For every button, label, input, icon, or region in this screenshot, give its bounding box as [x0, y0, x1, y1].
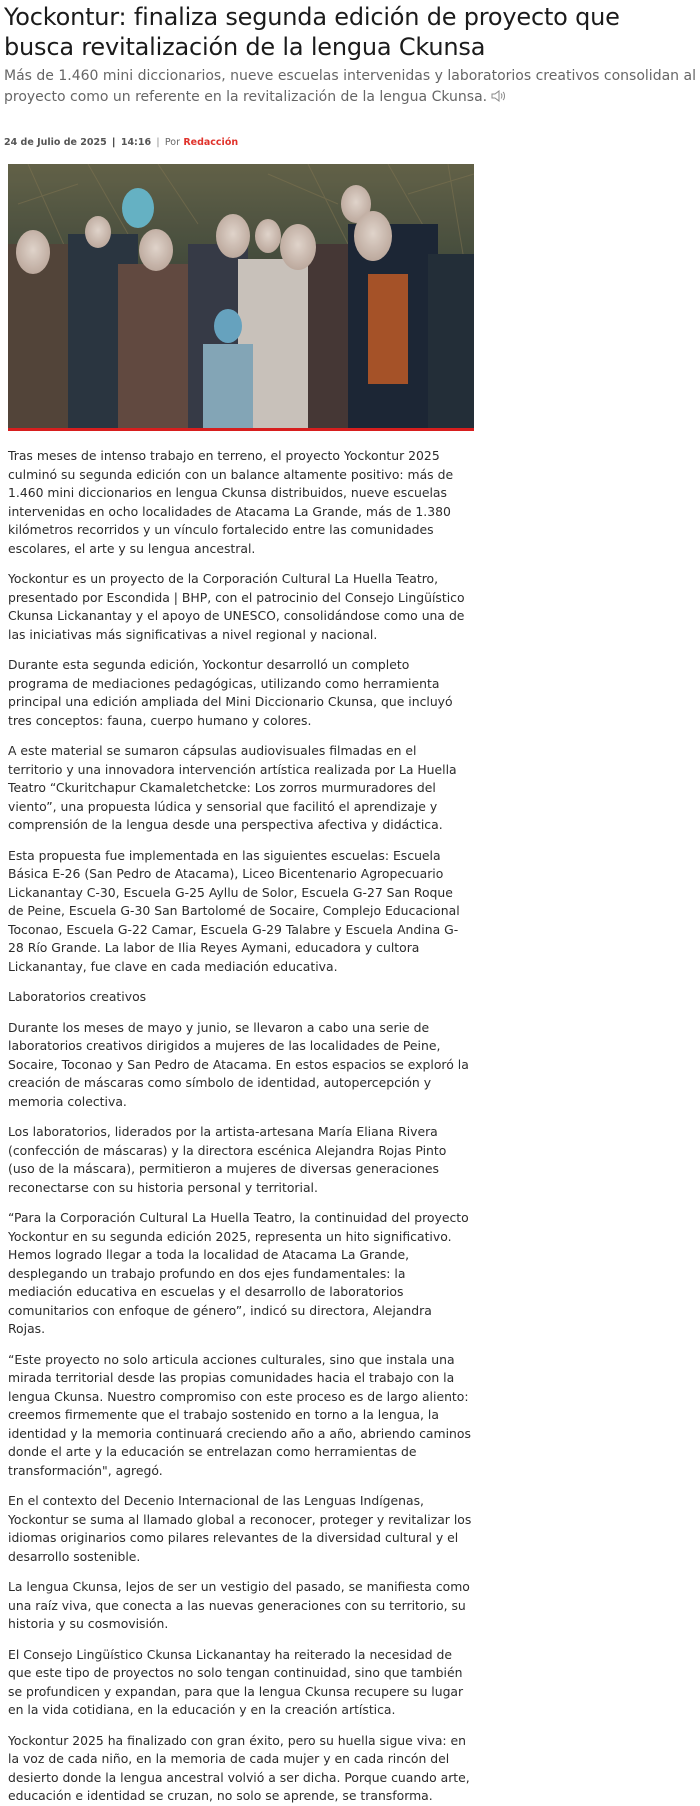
section-subheading: Laboratorios creativos [8, 989, 147, 1004]
paragraph: Durante los meses de mayo y junio, se llevaron a cabo una serie de laboratorios creativos dirigidos a mujeres de las localidades de Peine, Socaire, Toconao y San Pedro de Atacama. En estos espacios se exploró la creación de máscaras como símbolo de identidad, autopercepción y memoria colectiva. [8, 1019, 469, 1109]
paragraph: Los laboratorios, liderados por la artista-artesana María Eliana Rivera (confección de máscaras) y la directora escénica Alejandra Rojas Pinto (uso de la máscara), permitieron a mujeres de diversas generaciones reconectarse con su historia personal y territorial. [8, 1124, 447, 1195]
paragraph: A este material se sumaron cápsulas audiovisuales filmadas en el territorio y una innovadora intervención artística realizada por La Huella Teatro “Ckuritchapur Ckamaletchetcke: Los zorros murmuradores del viento”, una propuesta lúdica y sensorial que facilitó el aprendizaje y comprensión de la lengua desde una perspectiva afectiva y didáctica. [8, 743, 457, 832]
byline-label: Por [164, 137, 181, 148]
article-title: Yockontur: finaliza segunda edición de proyecto que busca revitalización de la lengua Ckunsa [4, 3, 620, 61]
masked-women-photo [8, 164, 474, 428]
paragraph: Durante esta segunda edición, Yockontur desarrolló un completo programa de mediaciones pedagógicas, utilizando como herramienta principal una edición ampliada del Mini Diccionario Ckunsa, que incluyó tres conceptos: fauna, cuerpo humano y colores. [8, 657, 453, 728]
paragraph: Yockontur es un proyecto de la Corporación Cultural La Huella Teatro, presentado por Escondida | BHP, con el patrocinio del Consejo Lingüístico Ckunsa Lickanantay y el apoyo de UNESCO, consolidándose como una de las iniciativas más significativas a nivel regional y nacional. [8, 571, 465, 642]
lede-text: Más de 1.460 mini diccionarios, nueve escuelas intervenidas y laboratorios creativos consolidan al proyecto como un referente en la revitalización de la lengua Ckunsa. [4, 68, 696, 105]
paragraph: El Consejo Lingüístico Ckunsa Lickanantay ha reiterado la necesidad de que este tipo de proyectos no solo tengan continuidad, sino que también se profundicen y expandan, para que la lengua Ckunsa recupere su lugar en la vida cotidiana, en la educación y en la creación artística. [8, 1646, 464, 1717]
paragraph: “Este proyecto no solo articula acciones culturales, sino que instala una mirada territorial desde las propias comunidades hacia el trabajo con la lengua Ckunsa. Nuestro compromiso con este proceso es de largo aliento: creemos firmemente que el trabajo sostenido en torno a la lengua, la identidad y la memoria continuará creciendo año a año, abriendo caminos donde el arte y la educación se entrelazan como herramientas de transformación", agregó. [8, 1351, 471, 1478]
paragraph: Tras meses de intenso trabajo en terreno, el proyecto Yockontur 2025 culminó su segunda edición con un balance altamente positivo: más de 1.460 mini diccionarios en lengua Ckunsa distribuidos, nueve escuelas intervenidas en ocho localidades de Atacama La Grande, más de 1.380 kilómetros recorridos y un vínculo fortalecido entre las comunidades escolares, el arte y su lengua ancestral. [8, 448, 454, 556]
audio-speaker-icon[interactable] [491, 88, 507, 100]
author-link[interactable]: Redacción [183, 137, 239, 148]
article-body [0, 447, 480, 1806]
article-meta: 24 de Julio de 2025 | 14:16 | Por Redacción [4, 137, 239, 148]
publish-time: 14:16 [120, 137, 152, 148]
hero-image [8, 164, 474, 431]
article-lede [0, 66, 700, 108]
paragraph: Yockontur 2025 ha finalizado con gran éxito, pero su huella sigue viva: en la voz de cada niño, en la memoria de cada mujer y en cada rincón del desierto donde la lengua ancestral volvió a ser dicha. Porque cuando arte, educación e identidad se cruzan, no solo se aprende, se transforma. [8, 1732, 470, 1803]
publish-date: 24 de Julio de 2025 [4, 137, 107, 148]
paragraph: “Para la Corporación Cultural La Huella Teatro, la continuidad del proyecto Yockontur en su segunda edición 2025, representa un hito significativo. Hemos logrado llegar a toda la localidad de Atacama La Grande, desplegando un trabajo profundo en dos ejes fundamentales: la mediación educativa en escuelas y el desarrollo de laboratorios comunitarios con enfoque de género”, indicó su directora, Alejandra Rojas. [8, 1210, 469, 1336]
paragraph: En el contexto del Decenio Internacional de las Lenguas Indígenas, Yockontur se suma al llamado global a reconocer, proteger y revitalizar los idiomas originarios como pilares relevantes de la diversidad cultural y el desarrollo sostenible. [8, 1493, 472, 1564]
paragraph: La lengua Ckunsa, lejos de ser un vestigio del pasado, se manifiesta como una raíz viva, que conecta a las nuevas generaciones con su territorio, su historia y su cosmovisión. [8, 1579, 470, 1631]
paragraph: Esta propuesta fue implementada en las siguientes escuelas: Escuela Básica E-26 (San Pedro de Atacama), Liceo Bicentenario Agropecuario Lickanantay C-30, Escuela G-25 Ayllu de Solor, Escuela G-27 San Roque de Peine, Escuela G-30 San Bartolomé de Socaire, Complejo Educacional Toconao, Escuela G-22 Camar, Escuela G-29 Talabre y Escuela Andina G-28 Río Grande. La labor de Ilia Reyes Aymani, educadora y cultora Lickanantay, fue clave en cada mediación educativa. [8, 847, 460, 974]
